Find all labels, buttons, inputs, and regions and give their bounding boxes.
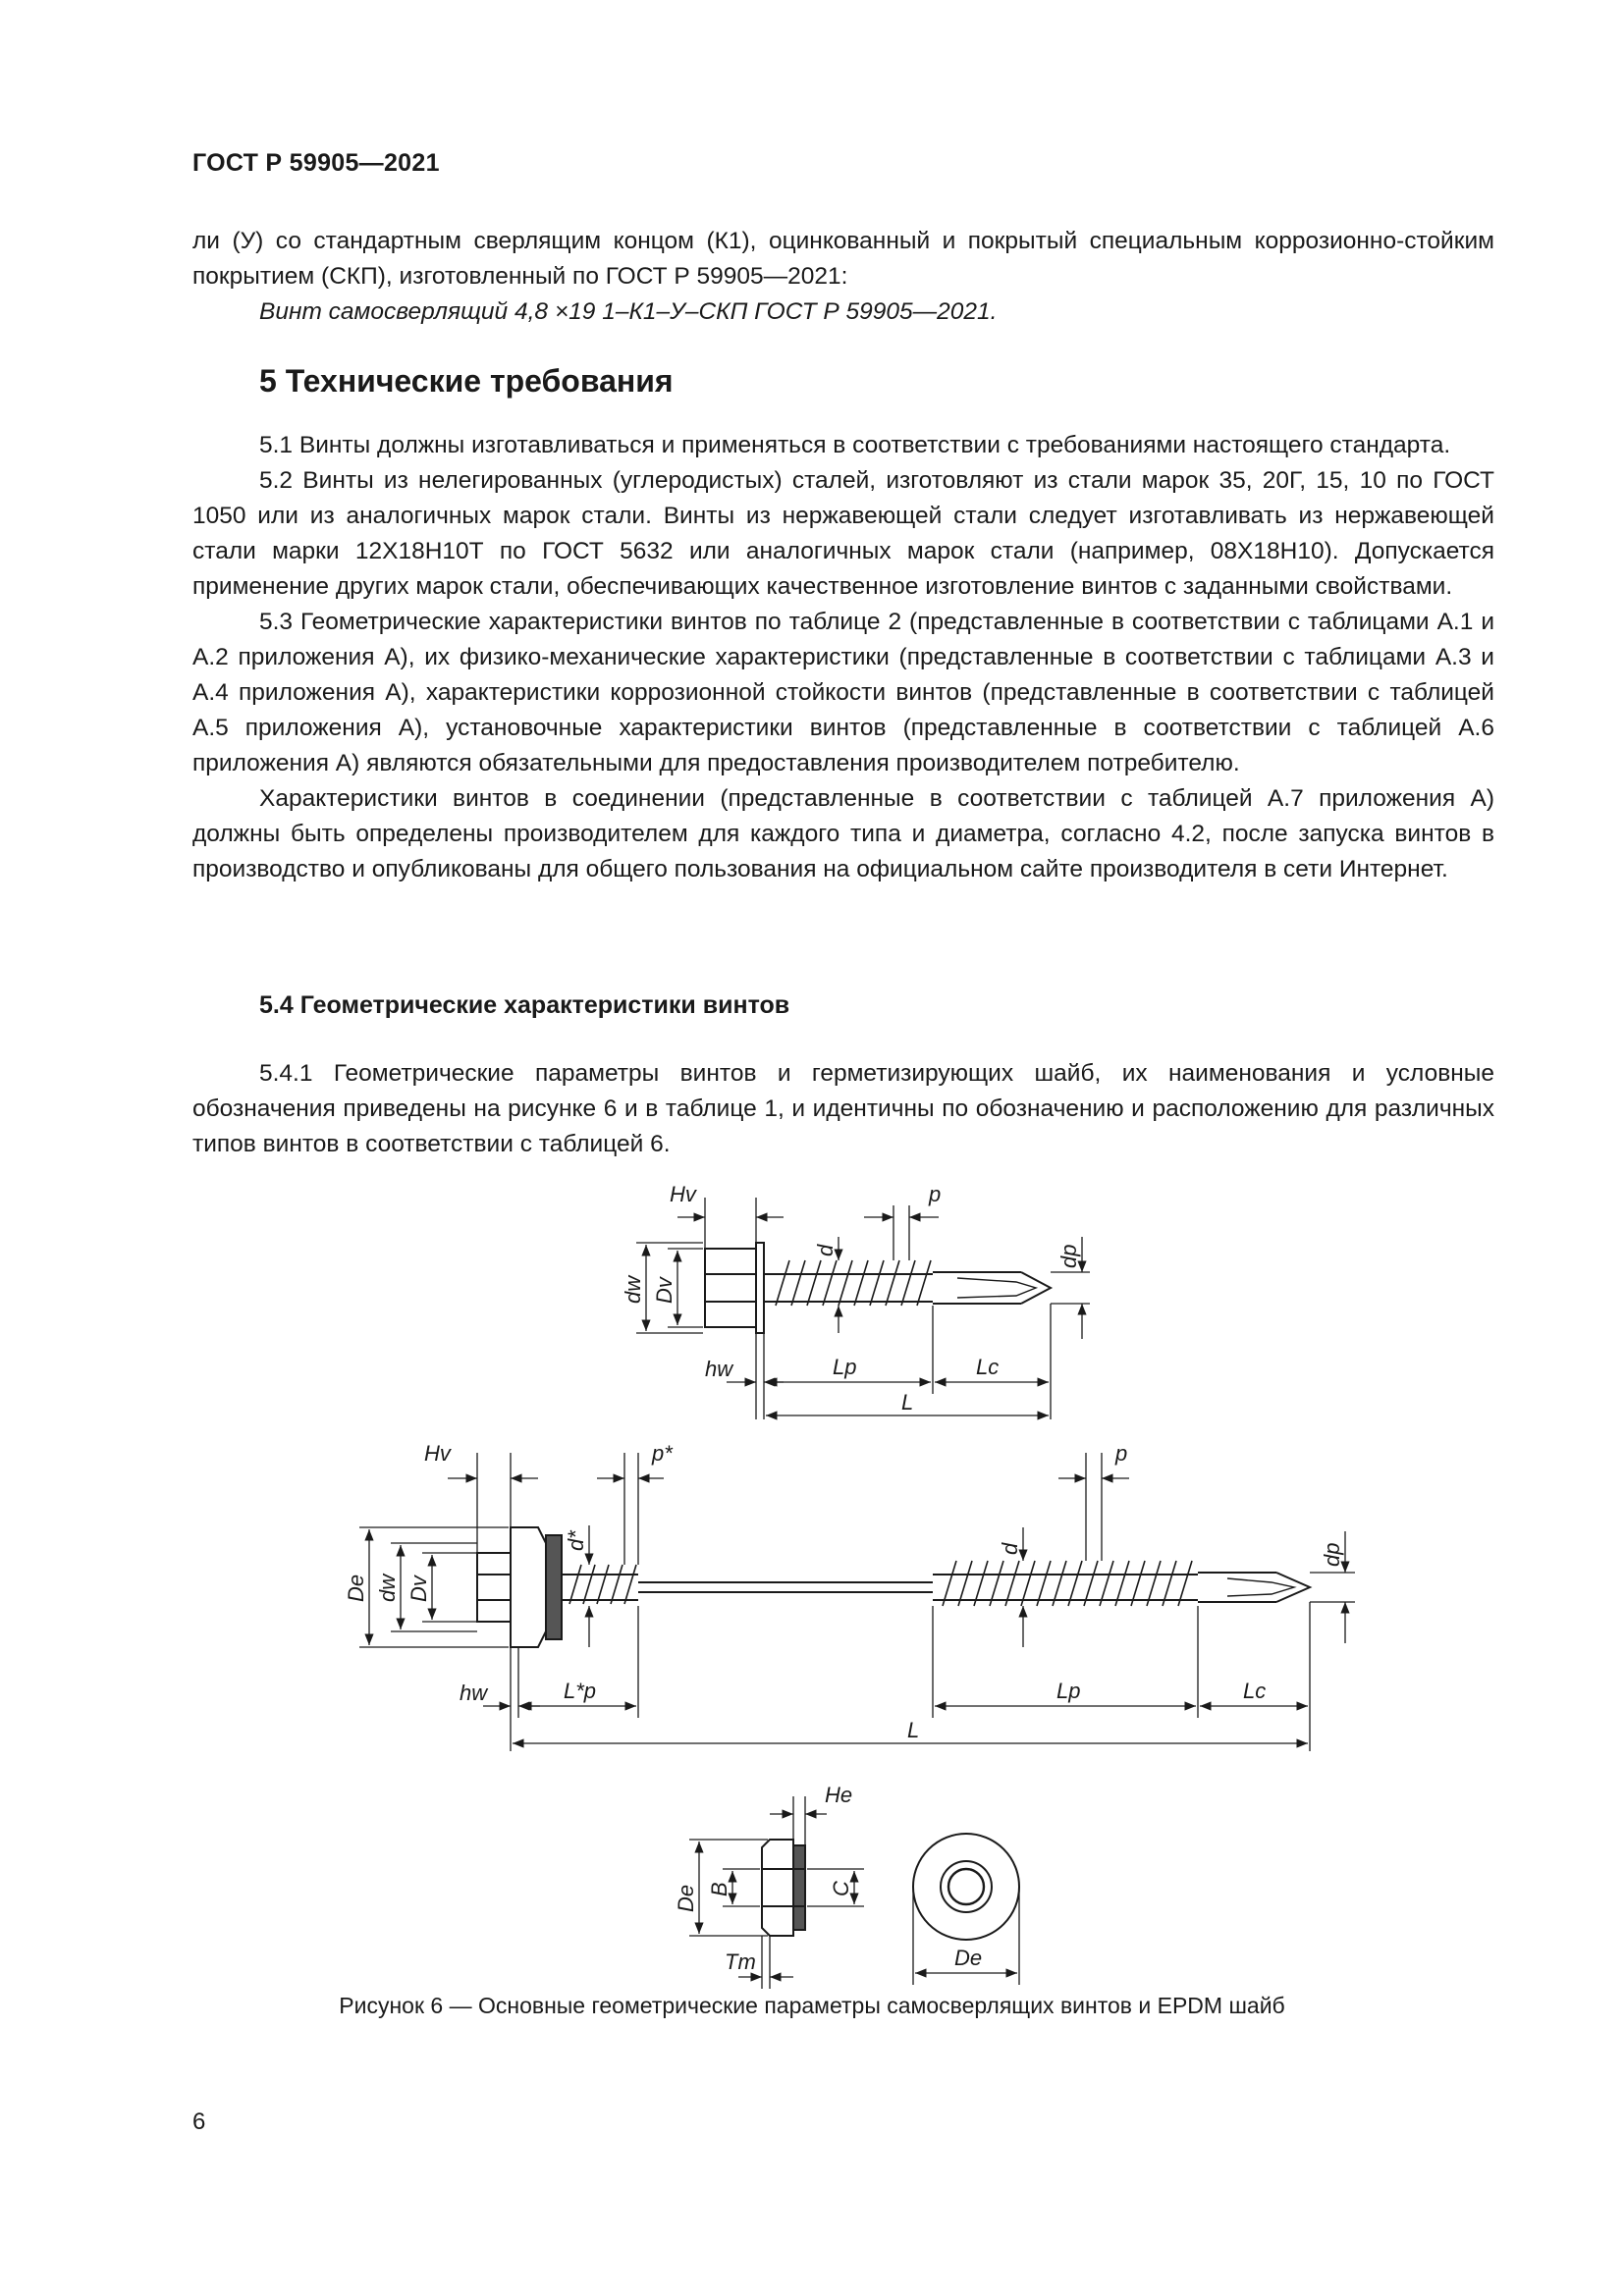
label-de-washer: De	[674, 1884, 698, 1912]
label-hv-middle: Hv	[424, 1441, 451, 1466]
paragraph-5-3-cont: Характеристики винтов в соединении (представленные в соответствии с таблицей А.7 приложения А) должны быть определены производителем для каждого типа и диаметра, согласно 4.2, после запуска винтов в производство и опубликованы для общего пользования на официальном сайте производителя в сети Интернет.	[192, 785, 1494, 882]
intro-block	[192, 224, 1494, 330]
label-tm: Tm	[725, 1949, 756, 1974]
document-header: ГОСТ Р 59905—2021	[192, 149, 440, 177]
label-c: C	[829, 1881, 853, 1896]
label-dp-middle: dp	[1320, 1542, 1344, 1567]
label-lc-top: Lc	[976, 1355, 1000, 1379]
label-dw-middle: dw	[375, 1574, 400, 1602]
label-hv-top: Hv	[670, 1182, 696, 1206]
section-5-4-body	[192, 1056, 1494, 1162]
label-d-middle: d	[998, 1542, 1022, 1555]
label-de-middle: De	[344, 1574, 368, 1602]
paragraph-5-2: 5.2 Винты из нелегированных (углеродистых) сталей, изготовляют из стали марок 35, 20Г, 15, 10 по ГОСТ 1050 или из аналогичных марок стали. Винты из нержавеющей стали следует изготавливать из нержавеющей стали марки 12Х18Н10Т по ГОСТ 5632 или аналогичных марок стали (например, 08Х18Н10). Допускается применение других марок стали, обеспечивающих качественное изготовление винтов с заданными свойствами.	[192, 467, 1494, 600]
washer-side	[762, 1840, 805, 1936]
designation-example: Винт самосверлящий 4,8 ×19 1–К1–У–СКП ГОСТ Р 59905—2021.	[259, 298, 998, 325]
paragraph-5-4-1: 5.4.1 Геометрические параметры винтов и герметизирующих шайб, их наименования и условные обозначения приведены на рисунке 6 и в таблице 1, и идентичны по обозначению и расположению для различных типов винтов в соответствии с таблицей 6.	[192, 1060, 1494, 1157]
figure-6	[0, 1158, 1624, 2022]
label-dv-top: Dv	[652, 1277, 677, 1304]
screw-drawing	[0, 1158, 1624, 2022]
label-dp-top: dp	[1056, 1244, 1081, 1268]
label-lp-star: L*p	[564, 1679, 597, 1703]
page-number: 6	[192, 2109, 206, 2135]
intro-line: ли (У) со стандартным сверлящим концом (К1), оцинкованный и покрытый специальным коррозионно-стойким покрытием (СКП), изготовленный по ГОСТ Р 59905—2021:	[192, 228, 1494, 290]
label-hw-middle: hw	[460, 1681, 488, 1705]
figure-caption: Рисунок 6 — Основные геометрические параметры самосверлящих винтов и EPDM шайб	[339, 1993, 1285, 2018]
section-5-body	[192, 428, 1494, 887]
label-he: He	[825, 1783, 853, 1807]
paragraph-5-3: 5.3 Геометрические характеристики винтов по таблице 2 (представленные в соответствии с таблицами А.1 и А.2 приложения А), их физико-механические характеристики (представленные в соответствии с таблицами А.3 и А.4 приложения А), характеристики коррозионной стойкости винтов (представленные в соответствии с таблицей А.5 приложения А), установочные характеристики винтов (представленные в соответствии с таблицей А.6 приложения А) являются обязательными для предоставления производителем потребителю.	[192, 609, 1494, 776]
label-lp-middle: Lp	[1056, 1679, 1081, 1703]
label-d-star: d*	[564, 1530, 588, 1551]
label-p-star: p*	[652, 1441, 673, 1466]
label-dw-top: dw	[621, 1275, 645, 1304]
label-lc-middle: Lc	[1243, 1679, 1267, 1703]
section-5-4-title: 5.4 Геометрические характеристики винтов	[259, 991, 790, 1019]
label-l-top: L	[901, 1390, 914, 1415]
label-p-middle: p	[1115, 1441, 1128, 1466]
label-dv-middle: Dv	[406, 1575, 431, 1602]
screw-middle	[477, 1527, 1310, 1647]
section-5-title: 5 Технические требования	[259, 363, 674, 399]
label-l-middle: L	[907, 1718, 920, 1742]
label-lp-top: Lp	[833, 1355, 857, 1379]
label-d-top: d	[813, 1244, 838, 1256]
label-b: B	[707, 1882, 731, 1896]
paragraph-5-1: 5.1 Винты должны изготавливаться и применяться в соответствии с требованиями настоящего стандарта.	[259, 432, 1451, 458]
screw-top	[705, 1243, 1051, 1333]
label-de-front: De	[954, 1946, 983, 1970]
label-hw-top: hw	[705, 1357, 733, 1381]
label-p-top: p	[929, 1182, 942, 1206]
